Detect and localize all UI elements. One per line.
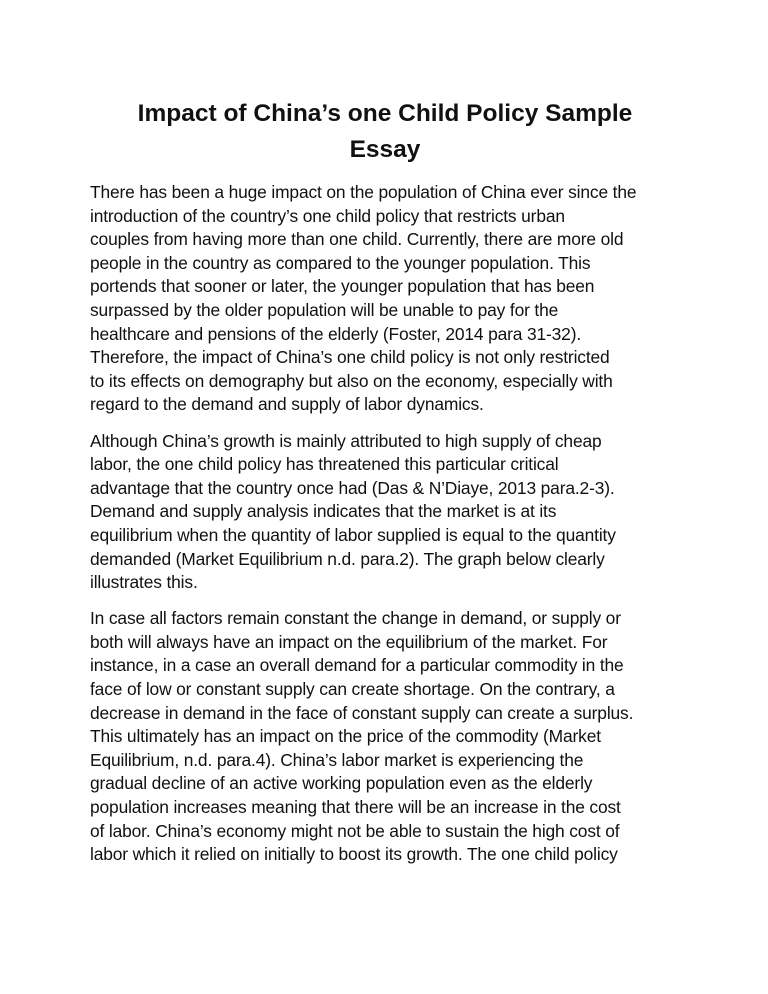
paragraph-3 [90, 607, 690, 867]
text-line: population increases meaning that there will be an increase in the cost [90, 797, 621, 818]
text-line: labor, the one child policy has threatened this particular critical [90, 454, 559, 475]
page-title [90, 96, 680, 168]
text-line: advantage that the country once had (Das & N’Diaye, 2013 para.2-3). [90, 477, 615, 498]
text-line: couples from having more than one child. Currently, there are more old [90, 229, 624, 250]
text-line: healthcare and pensions of the elderly (Foster, 2014 para 31-32). [90, 323, 582, 344]
text-line: There has been a huge impact on the population of China ever since the [90, 182, 637, 202]
text-line: to its effects on demography but also on the economy, especially with [90, 370, 613, 391]
text-line: people in the country as compared to the younger population. This [90, 252, 591, 273]
title-line: Impact of China’s one Child Policy Sample [137, 100, 633, 127]
paragraph-spacer [90, 595, 690, 608]
text-line: Demand and supply analysis indicates that the market is at its [90, 501, 557, 522]
paragraph-spacer [90, 417, 690, 430]
title-line: Essay [349, 136, 421, 163]
text-line: portends that sooner or later, the younger population that has been [90, 276, 595, 297]
text-line: Although China’s growth is mainly attributed to high supply of cheap [90, 430, 602, 451]
text-line: of labor. China’s economy might not be able to sustain the high cost of [90, 820, 620, 841]
text-line: labor which it relied on initially to boost its growth. The one child policy [90, 844, 618, 865]
text-line: Therefore, the impact of China’s one child policy is not only restricted [90, 347, 610, 368]
text-line: Equilibrium, n.d. para.4). China’s labor market is experiencing the [90, 749, 584, 770]
essay-body [90, 181, 690, 867]
text-line: demanded (Market Equilibrium n.d. para.2). The graph below clearly [90, 548, 605, 569]
text-line: surpassed by the older population will be unable to pay for the [90, 299, 559, 320]
paragraph-2 [90, 430, 690, 595]
text-line: decrease in demand in the face of constant supply can create a surplus. [90, 702, 634, 723]
text-line: illustrates this. [90, 572, 198, 593]
text-line: This ultimately has an impact on the price of the commodity (Market [90, 726, 601, 747]
text-line: regard to the demand and supply of labor dynamics. [90, 394, 484, 415]
text-line: gradual decline of an active working population even as the elderly [90, 773, 593, 794]
text-line: In case all factors remain constant the change in demand, or supply or [90, 608, 621, 629]
text-line: face of low or constant supply can create shortage. On the contrary, a [90, 679, 615, 700]
text-line: instance, in a case an overall demand for a particular commodity in the [90, 655, 624, 676]
text-line: introduction of the country’s one child policy that restricts urban [90, 205, 565, 226]
text-line: both will always have an impact on the equilibrium of the market. For [90, 631, 608, 652]
paragraph-1 [90, 181, 690, 417]
text-line: equilibrium when the quantity of labor supplied is equal to the quantity [90, 524, 616, 545]
